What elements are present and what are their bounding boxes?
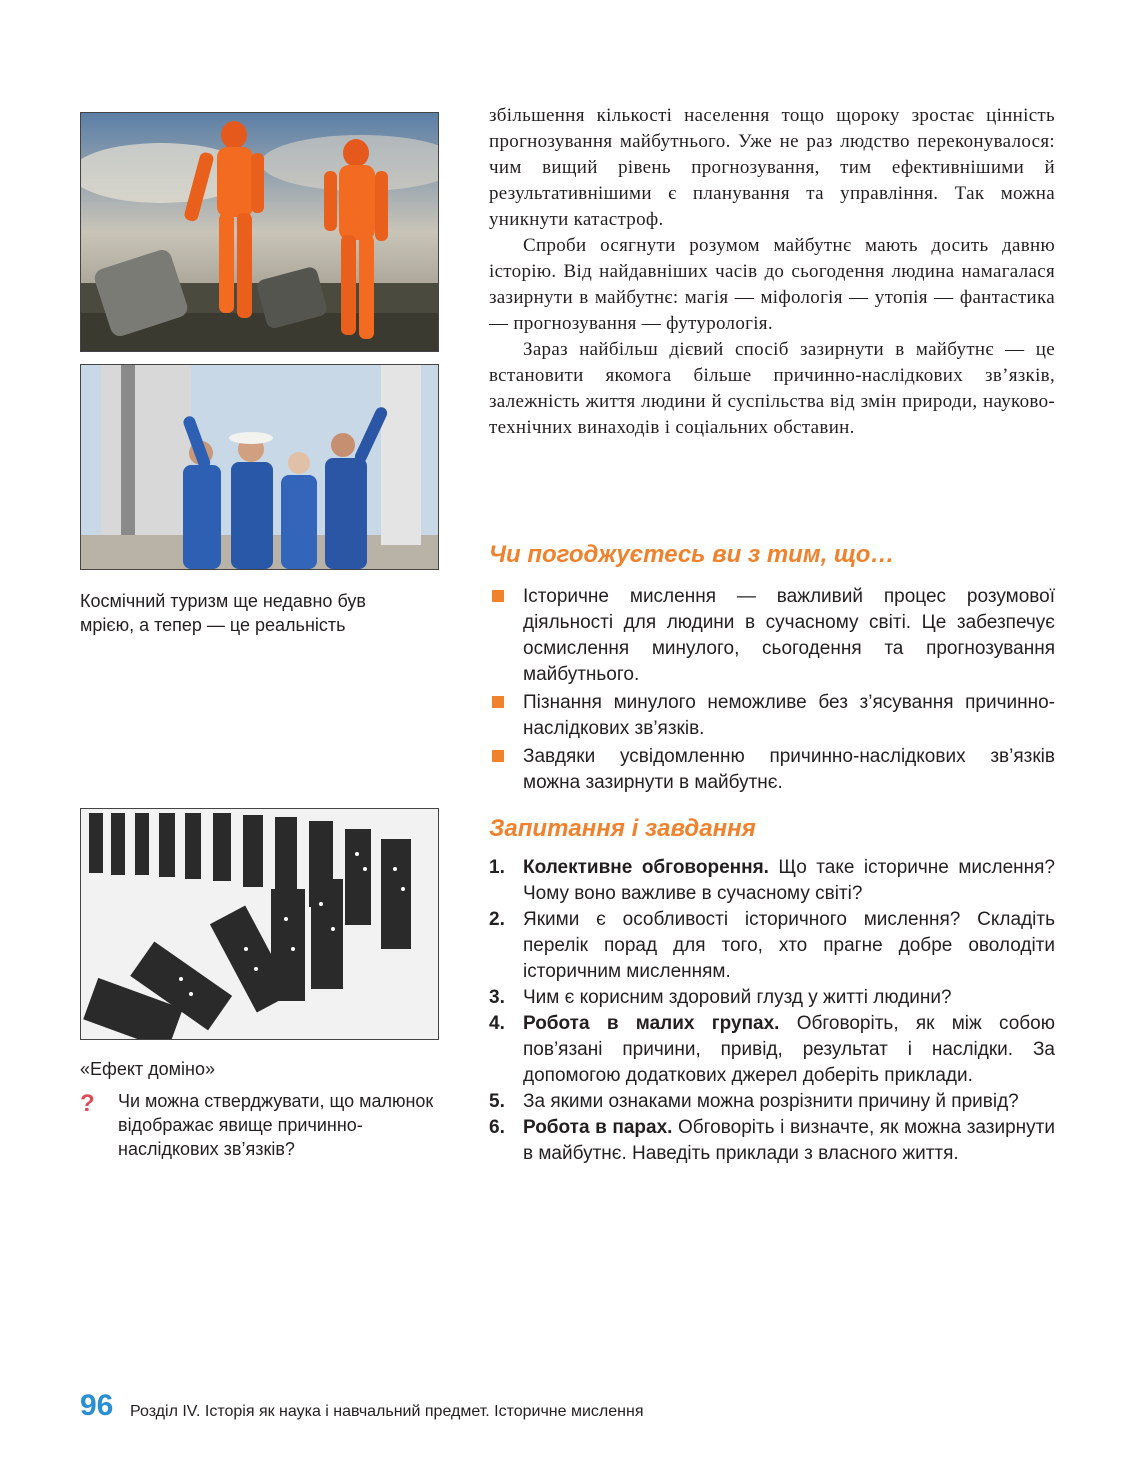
bullet-square-icon	[492, 696, 504, 708]
paragraph-2: Спроби осягнути розумом майбутнє мають досить давню історію. Від найдавніших часів до сьогодення людина намагалася зазирнути в майбутнє: магія — міфологія — утопія — фантастика — прогнозування — футурологія.	[489, 235, 1055, 334]
orange-suits-illustration	[81, 113, 438, 351]
tasks-heading: Запитання і завдання	[489, 815, 756, 842]
bullet-square-icon	[492, 590, 504, 602]
main-text	[489, 103, 1055, 441]
agree-item: Пізнання минулого неможливе без з’ясування причинно-наслідкових зв’язків.	[489, 690, 1055, 742]
photo-space-tourists-blue-suits	[80, 364, 439, 570]
photo-domino-effect	[80, 808, 439, 1040]
task-item: 5. За якими ознаками можна розрізнити причину й привід?	[489, 1091, 1019, 1112]
agree-heading: Чи погоджуєтесь ви з тим, що…	[489, 541, 895, 568]
agree-item: Завдяки усвідомленню причинно-наслідкових зв’язків можна зазирнути в майбутнє.	[489, 744, 1055, 796]
paragraph-3: Зараз найбільш дієвий спосіб зазирнути в майбутнє — це встановити якомога більше причинно-наслідкових зв’язків, залежність життя людини й суспільства від змін природи, науково-технічних винаходів і соціальних обставин.	[489, 339, 1055, 438]
domino-illustration	[81, 809, 438, 1039]
page-number: 96	[80, 1389, 114, 1422]
domino-caption-question: Чи можна стверджувати, що малюнок відображає явище причинно-наслідкових зв’язків?	[118, 1091, 434, 1159]
question-mark-icon: ?	[80, 1090, 95, 1117]
task-item: 1. Колективне обговорення. Що таке історичне мислення? Чому воно важливе в сучасному світі?	[489, 857, 1055, 904]
paragraph-1: збільшення кількості населення тощо щороку зростає цінність прогнозування майбутнього. Уже не раз людство переконувалося: чим вищий рівень прогнозування, тим ефективнішими й результативнішими є планування та управління. Так можна уникнути катастроф.	[489, 105, 1055, 230]
bullet-square-icon	[492, 750, 504, 762]
chapter-title: Розділ IV. Історія як наука і навчальний предмет. Історичне мислення	[130, 1403, 644, 1420]
tasks-list	[489, 855, 1055, 1167]
task-item: 4. Робота в малих групах. Обговоріть, як між собою пов’язані причини, привід, результат і наслідки. За допомогою додаткових джерел доберіть приклади.	[489, 1013, 1055, 1086]
photo-space-tourists-orange-suits	[80, 112, 439, 352]
agree-list	[489, 584, 1055, 798]
photo-caption-space-tourism: Космічний туризм ще недавно був мрією, а тепер — це реальність	[80, 591, 366, 635]
task-item: 2. Якими є особливості історичного мислення? Складіть перелік порад для того, хто прагне добре оволодіти історичним мисленням.	[489, 909, 1055, 982]
domino-caption-title: «Ефект доміно»	[80, 1059, 216, 1079]
blue-suits-illustration	[81, 365, 438, 569]
task-item: 6. Робота в парах. Обговоріть і визначте, як можна зазирнути в майбутнє. Наведіть приклади з власного життя.	[489, 1117, 1055, 1164]
agree-item: Історичне мислення — важливий процес розумової діяльності для людини в сучасному світі. Це забезпечує осмислення минулого, сьогодення та прогнозування майбутнього.	[489, 584, 1055, 688]
task-item: 3. Чим є корисним здоровий глузд у житті людини?	[489, 987, 952, 1008]
